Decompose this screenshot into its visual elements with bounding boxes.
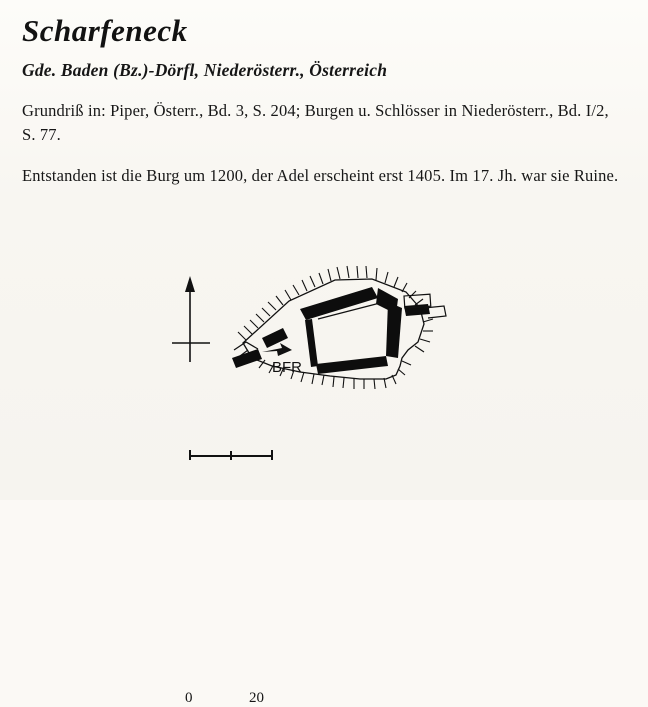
north-arrow-icon <box>172 276 210 362</box>
castle-plan-figure <box>0 246 648 706</box>
paragraph-history: Entstanden ist die Burg um 1200, der Adel erscheint erst 1405. Im 17. Jh. war sie Ruine. <box>22 165 619 185</box>
paragraph-source: Grundriß in: Piper, Österr., Bd. 3, S. 204; Burgen u. Schlösser in Niederösterr., Bd. I/2, S. 77. <box>22 101 609 144</box>
text-block <box>22 14 634 205</box>
plan-label-bfr: BFR <box>272 359 302 376</box>
page-title: Scharfeneck <box>22 13 188 48</box>
scale-label-start: 0 <box>185 690 193 706</box>
castle-plan-drawing <box>0 246 648 500</box>
scale-bar <box>190 450 272 460</box>
building-masses <box>232 287 430 374</box>
page-subtitle: Gde. Baden (Bz.)-Dörfl, Niederösterr., Österreich <box>22 60 388 81</box>
scale-label-end: 20 <box>249 690 264 706</box>
